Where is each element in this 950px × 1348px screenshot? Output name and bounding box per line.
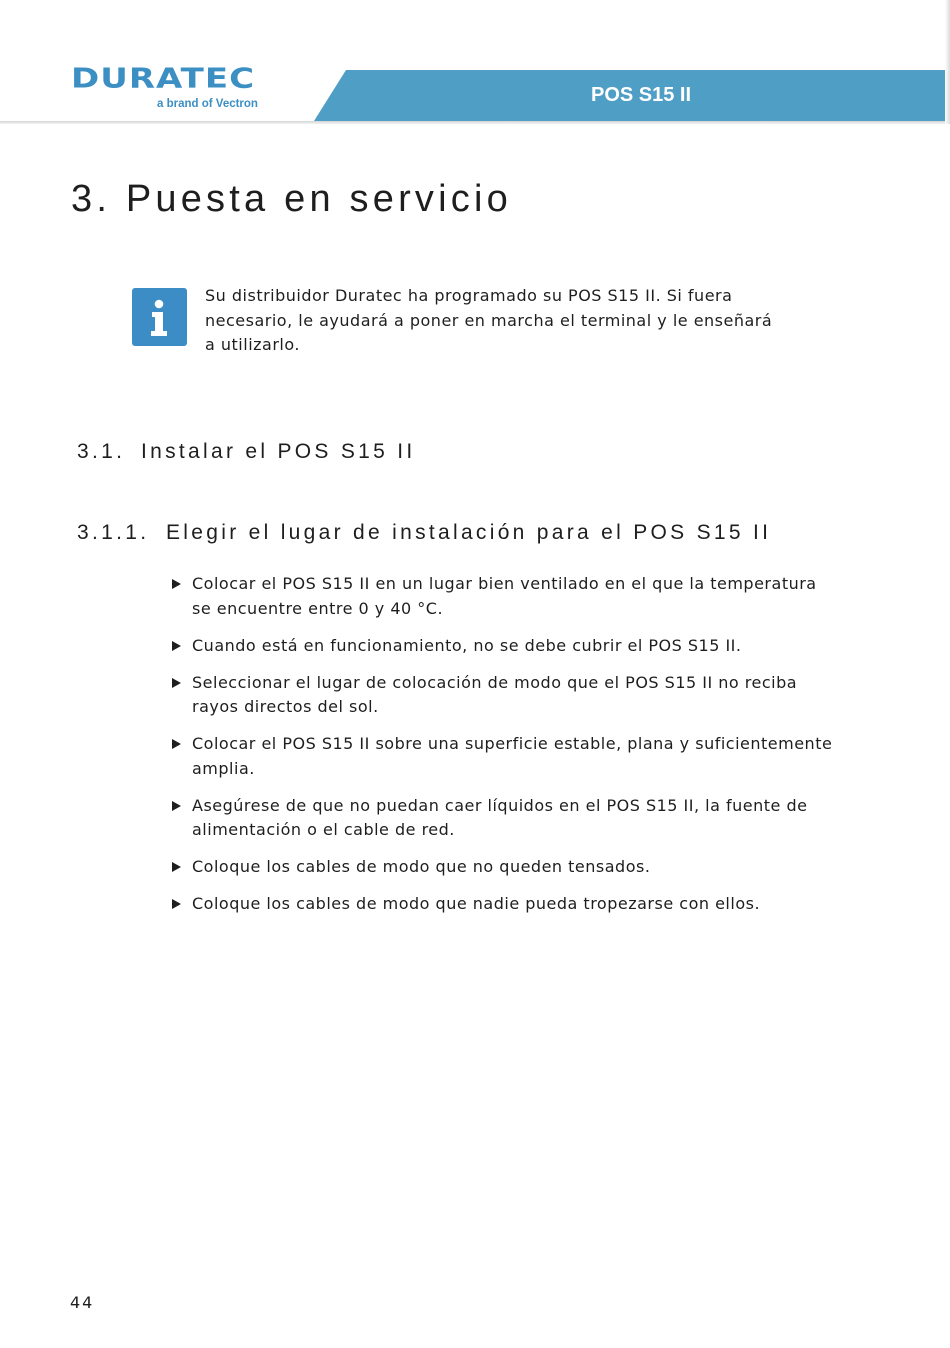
header-divider [0,121,950,124]
bullet-text: Cuando está en funcionamiento, no se debe cubrir el POS S15 II. [192,635,742,655]
info-icon [132,288,187,346]
triangle-bullet-icon [172,862,181,872]
triangle-bullet-icon [172,801,181,811]
section-title-text: Instalar el POS S15 II [141,440,416,463]
list-item [170,855,840,880]
section-heading [77,440,416,464]
chapter-title: 3. Puesta en servicio [71,178,512,220]
page-header [0,0,950,124]
bullet-text: Colocar el POS S15 II sobre una superficie estable, plana y suficientemente amplia. [192,734,833,778]
duratec-logo [71,62,297,113]
product-title: POS S15 II [591,84,692,106]
page-edge-shadow [945,0,950,124]
bullet-text: Seleccionar el lugar de colocación de modo que el POS S15 II no reciba rayos directos del sol. [192,672,798,716]
list-item [170,794,840,843]
list-item [170,892,840,917]
triangle-bullet-icon [172,579,181,589]
section-number: 3.1. [77,440,126,463]
list-item [170,732,840,781]
triangle-bullet-icon [172,739,181,749]
list-item [170,671,840,720]
info-note-text: Su distribuidor Duratec ha programado su POS S15 II. Si fuera necesario, le ayudará a poner en marcha el terminal y le enseñará a utilizarlo. [205,286,773,354]
bullet-text: Coloque los cables de modo que nadie pueda tropezarse con ellos. [192,894,761,913]
subsection-title-text: Elegir el lugar de instalación para el POS S15 II [166,521,772,544]
logo-tagline: a brand of Vectron [157,98,258,110]
installation-bullet-list [170,572,840,929]
bullet-text: Asegúrese de que no puedan caer líquidos en el POS S15 II, la fuente de alimentación o el cable de red. [192,795,808,839]
triangle-bullet-icon [172,641,181,651]
bullet-text: Coloque los cables de modo que no queden tensados. [192,857,651,876]
logo-wordmark: DURATEC [71,62,256,95]
list-item [170,572,840,621]
subsection-heading [77,521,771,545]
triangle-bullet-icon [172,678,181,688]
subsection-number: 3.1.1. [77,521,150,544]
triangle-bullet-icon [172,899,181,909]
page-number: 44 [70,1293,95,1312]
list-item [170,634,840,659]
bullet-text: Colocar el POS S15 II en un lugar bien ventilado en el que la temperatura se encuentre entre 0 y 40 °C. [192,574,817,618]
